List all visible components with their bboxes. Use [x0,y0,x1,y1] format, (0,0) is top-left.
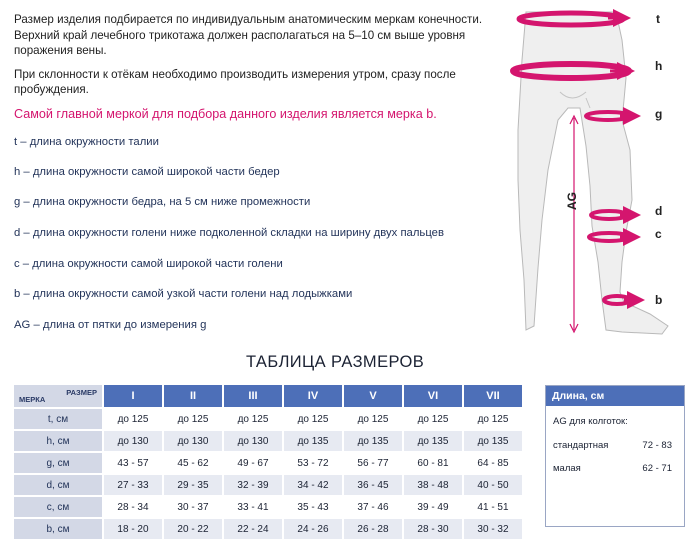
table-cell: 37 - 46 [344,497,402,517]
label-g: g [655,107,663,121]
length-item-small-name: малая [553,463,581,474]
table-row [14,431,522,451]
table-row [14,409,522,429]
definition-g: g – длина окружности бедра, на 5 см ниже промежности [14,196,311,208]
table-cell: 28 - 30 [404,519,462,539]
table-cell: 35 - 43 [284,497,342,517]
table-row [14,497,522,517]
table-cell: 22 - 24 [224,519,282,539]
table-cell: 36 - 45 [344,475,402,495]
table-cell: 34 - 42 [284,475,342,495]
row-label: c, см [14,497,102,517]
label-t: t [656,12,660,26]
label-b: b [655,293,663,307]
row-label: h, см [14,431,102,451]
size-header-i: I [104,385,162,407]
table-cell: 38 - 48 [404,475,462,495]
table-cell: до 125 [224,409,282,429]
table-cell: 45 - 62 [164,453,222,473]
table-cell: 49 - 67 [224,453,282,473]
table-cell: до 125 [164,409,222,429]
label-d: d [655,204,663,218]
table-cell: 26 - 28 [344,519,402,539]
length-item-standard-value: 72 - 83 [642,440,672,451]
table-cell: до 125 [284,409,342,429]
key-measure-note: Самой главной меркой для подбора данного изделия является мерка b. [14,107,437,121]
table-row [14,519,522,539]
body-silhouette-icon [518,12,668,334]
table-cell: 33 - 41 [224,497,282,517]
intro-paragraph-1: Размер изделия подбирается по индивидуальным анатомическим меркам конечности. Верхний край лечебного трикотажа должен располагаться на 5–10 см выше уровня поражения вены. [14,13,483,57]
table-cell: 30 - 32 [464,519,522,539]
size-table [12,383,524,541]
definition-d: d – длина окружности голени ниже подколенной складки на ширину двух пальцев [14,227,444,239]
length-box-subtitle: AG для колготок: [553,416,628,427]
label-h: h [655,59,663,73]
table-cell: 29 - 35 [164,475,222,495]
row-label: d, см [14,475,102,495]
table-cell: до 135 [284,431,342,451]
intro-text [14,12,484,106]
table-cell: 56 - 77 [344,453,402,473]
table-corner-cell [14,385,102,407]
table-cell: до 135 [404,431,462,451]
table-cell: 30 - 37 [164,497,222,517]
label-c: c [655,227,662,241]
corner-size-label: РАЗМЕР [66,388,97,397]
ag-length-line-icon [570,116,578,332]
row-label: t, см [14,409,102,429]
definition-c: c – длина окружности самой широкой части голени [14,258,283,270]
table-cell: до 130 [104,431,162,451]
size-header-v: V [344,385,402,407]
size-header-vii: VII [464,385,522,407]
table-cell: до 135 [464,431,522,451]
table-cell: 32 - 39 [224,475,282,495]
intro-paragraph-2: При склонности к отёкам необходимо производить измерения утром, сразу после пробуждения. [14,67,456,96]
definition-t: t – длина окружности талии [14,136,159,148]
size-table-title: ТАБЛИЦА РАЗМЕРОВ [246,353,425,371]
table-cell: 43 - 57 [104,453,162,473]
table-cell: до 125 [464,409,522,429]
table-cell: до 130 [164,431,222,451]
table-cell: до 125 [104,409,162,429]
size-header-vi: VI [404,385,462,407]
label-ag: AG [565,192,579,210]
table-cell: до 130 [224,431,282,451]
table-cell: 39 - 49 [404,497,462,517]
table-cell: до 135 [344,431,402,451]
row-label: g, см [14,453,102,473]
length-box-header: Длина, см [546,386,684,406]
size-table-header-row [14,385,522,407]
leg-measurement-figure [490,0,696,350]
table-row [14,475,522,495]
size-header-iii: III [224,385,282,407]
size-header-ii: II [164,385,222,407]
table-cell: 20 - 22 [164,519,222,539]
definition-h: h – длина окружности самой широкой части бедер [14,166,280,178]
table-cell: 60 - 81 [404,453,462,473]
table-cell: 40 - 50 [464,475,522,495]
table-cell: 18 - 20 [104,519,162,539]
size-header-iv: IV [284,385,342,407]
length-item-standard-name: стандартная [553,440,609,451]
table-cell: 53 - 72 [284,453,342,473]
table-cell: 64 - 85 [464,453,522,473]
length-info-box [545,385,685,527]
table-cell: 27 - 33 [104,475,162,495]
definition-ag: AG – длина от пятки до измерения g [14,319,207,331]
corner-measure-label: МЕРКА [19,395,46,404]
table-row [14,453,522,473]
table-cell: 28 - 34 [104,497,162,517]
table-cell: до 125 [404,409,462,429]
table-cell: 41 - 51 [464,497,522,517]
table-cell: 24 - 26 [284,519,342,539]
length-item-small-value: 62 - 71 [642,463,672,474]
row-label: b, см [14,519,102,539]
table-cell: до 125 [344,409,402,429]
definition-b: b – длина окружности самой узкой части голени над лодыжками [14,288,353,300]
